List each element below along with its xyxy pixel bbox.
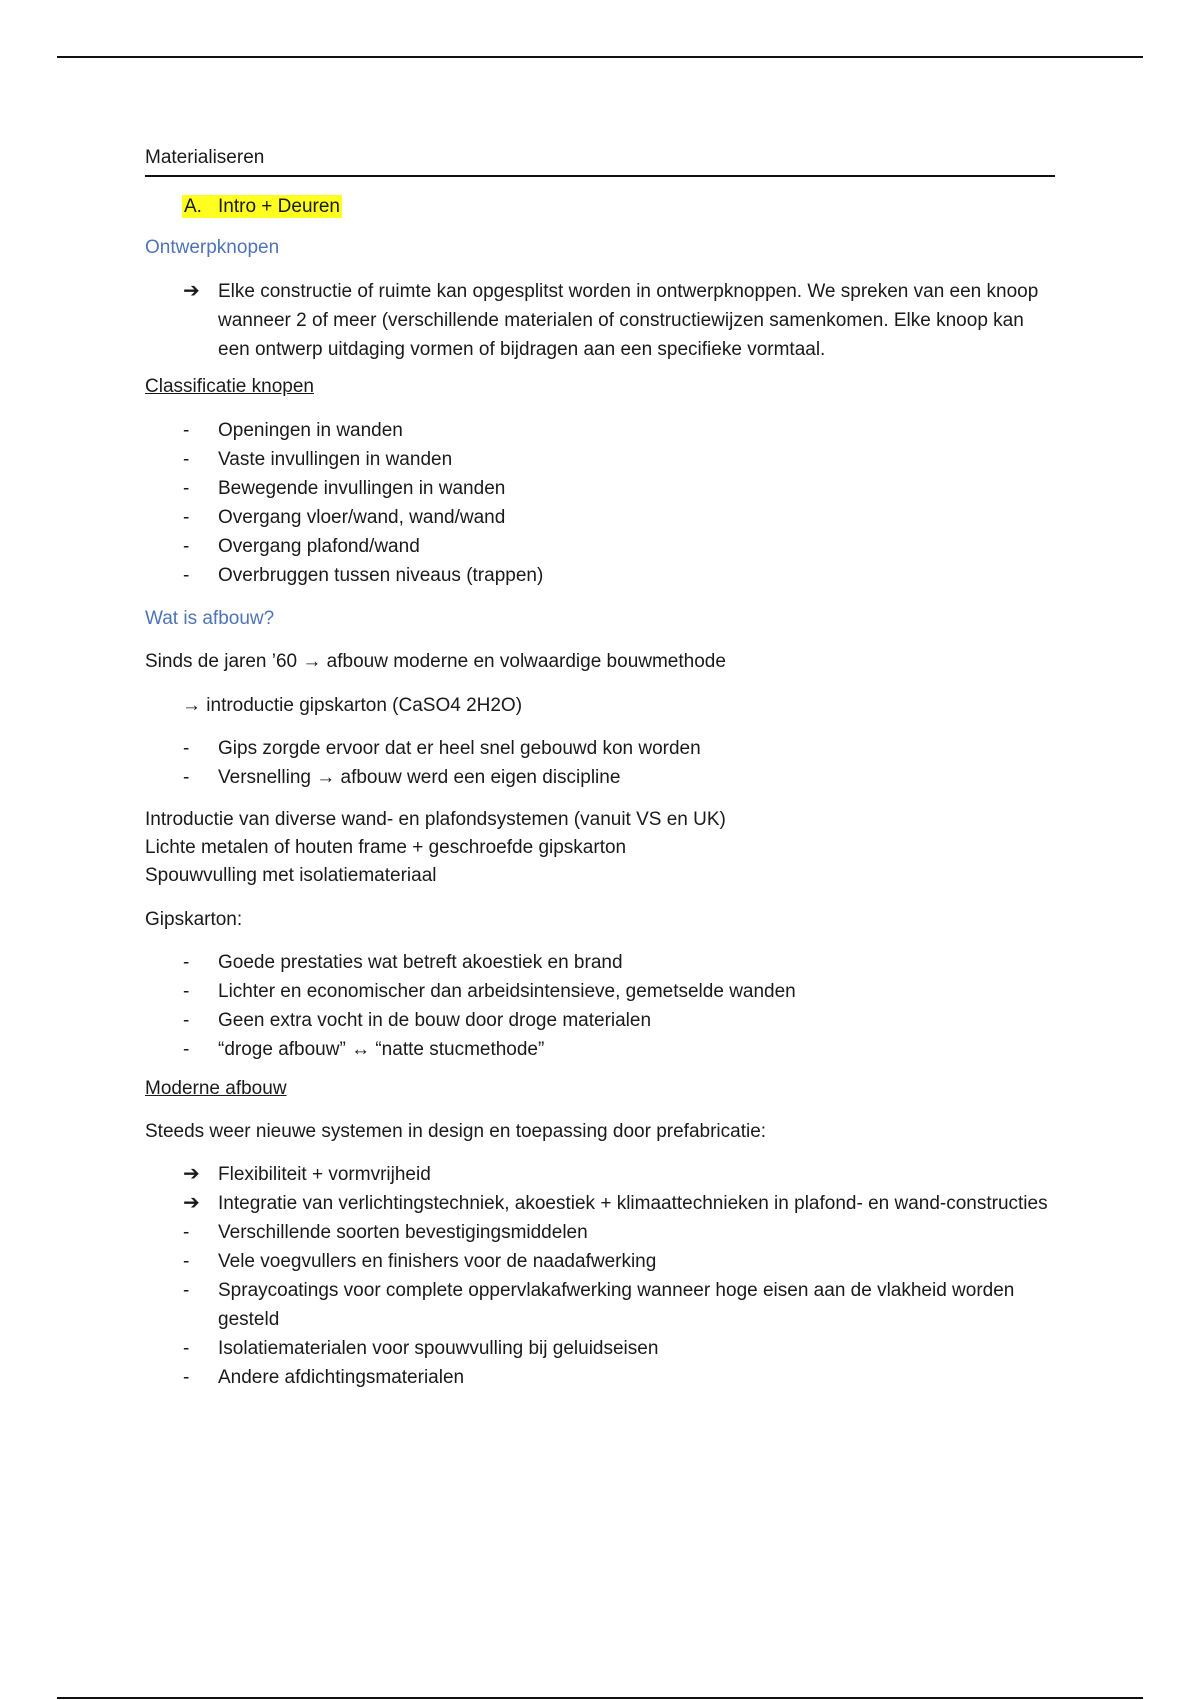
list-item: - Geen extra vocht in de bouw door droge materialen — [145, 1006, 1055, 1035]
list-item: - Bewegende invullingen in wanden — [145, 474, 1055, 503]
ontwerpknopen-paragraph — [145, 277, 1055, 364]
section-heading — [182, 193, 1055, 221]
afbouw-arrow-line: → introductie gipskarton (CaSO4 2H2O) — [182, 695, 523, 716]
section-number: A. — [184, 196, 202, 217]
document-title: Materialiseren — [145, 145, 1055, 177]
heading-classificatie: Classificatie knopen — [145, 376, 314, 397]
heading-moderne: Moderne afbouw — [145, 1078, 287, 1099]
section-label: Intro + Deuren — [218, 196, 340, 217]
list-item: - Spraycoatings voor complete oppervlakafwerking wanneer hoge eisen aan de vlakheid worden gesteld — [145, 1276, 1055, 1334]
dash-icon: - — [183, 1338, 190, 1359]
list-item: - Overgang plafond/wand — [145, 532, 1055, 561]
list-item: - Overbruggen tussen niveaus (trappen) — [145, 561, 1055, 590]
dash-icon: - — [183, 1251, 190, 1272]
list-item: - Lichter en economischer dan arbeidsintensieve, gemetselde wanden — [145, 977, 1055, 1006]
dash-icon: - — [183, 981, 190, 1002]
page-bottom-rule — [57, 1697, 1143, 1699]
dash-icon: - — [183, 536, 190, 557]
dash-icon: - — [183, 1039, 190, 1060]
text-line: Lichte metalen of houten frame + geschroefde gipskarton — [145, 837, 627, 858]
list-item: - Overgang vloer/wand, wand/wand — [145, 503, 1055, 532]
page-top-rule — [57, 56, 1143, 58]
arrow-icon: ➔ — [183, 1163, 200, 1185]
dash-icon: - — [183, 952, 190, 973]
dash-icon: - — [183, 1367, 190, 1388]
text-line: Introductie van diverse wand- en plafondsystemen (vanuit VS en UK) — [145, 809, 726, 830]
dash-icon: - — [183, 738, 190, 759]
ontwerpknopen-text: Elke constructie of ruimte kan opgesplitst worden in ontwerpknoppen. We spreken van een knoop wanneer 2 of meer (verschillende materialen of constructiewijzen samenkomen. Elke knoop kan een ontwerp uitdaging vormen of bijdragen aan een specifieke vormtaal. — [218, 281, 1039, 360]
list-item: - Versnelling → afbouw werd een eigen discipline — [145, 763, 1055, 792]
moderne-arrow-list — [145, 1160, 1055, 1218]
gipskarton-list — [145, 948, 1055, 1064]
arrow-icon: ➔ — [183, 1192, 200, 1214]
list-item: - Andere afdichtingsmaterialen — [145, 1363, 1055, 1392]
list-item: - Openingen in wanden — [145, 416, 1055, 445]
list-item: - Verschillende soorten bevestigingsmiddelen — [145, 1218, 1055, 1247]
list-item: ➔ Integratie van verlichtingstechniek, akoestiek + klimaattechnieken in plafond- en wand-constructies — [145, 1189, 1055, 1218]
list-item: - Isolatiematerialen voor spouwvulling bij geluidseisen — [145, 1334, 1055, 1363]
text-line: Spouwvulling met isolatiemateriaal — [145, 865, 437, 886]
gipskarton-label: Gipskarton: — [145, 909, 243, 930]
moderne-list — [145, 1218, 1055, 1392]
dash-icon: - — [183, 1010, 190, 1031]
moderne-intro: Steeds weer nieuwe systemen in design en toepassing door prefabricatie: — [145, 1121, 767, 1142]
document-body — [145, 145, 1055, 1392]
arrow-icon: ➔ — [183, 280, 200, 302]
dash-icon: - — [183, 449, 190, 470]
dash-icon: - — [183, 1280, 190, 1301]
heading-afbouw: Wat is afbouw? — [145, 608, 275, 629]
dash-icon: - — [183, 478, 190, 499]
dash-icon: - — [183, 420, 190, 441]
classificatie-list — [145, 416, 1055, 590]
dash-icon: - — [183, 507, 190, 528]
dash-icon: - — [183, 767, 190, 788]
list-item: - “droge afbouw” ↔ “natte stucmethode” — [145, 1035, 1055, 1064]
list-item: - Vele voegvullers en finishers voor de naadafwerking — [145, 1247, 1055, 1276]
dash-icon: - — [183, 1222, 190, 1243]
list-item: - Goede prestaties wat betreft akoestiek en brand — [145, 948, 1055, 977]
list-item: - Vaste invullingen in wanden — [145, 445, 1055, 474]
afbouw-lines — [145, 806, 1055, 890]
heading-ontwerpknopen: Ontwerpknopen — [145, 237, 280, 258]
list-item: - Gips zorgde ervoor dat er heel snel gebouwd kon worden — [145, 734, 1055, 763]
list-item: ➔ Flexibiliteit + vormvrijheid — [145, 1160, 1055, 1189]
afbouw-list — [145, 734, 1055, 792]
afbouw-intro: Sinds de jaren ’60 → afbouw moderne en volwaardige bouwmethode — [145, 651, 726, 672]
dash-icon: - — [183, 565, 190, 586]
highlighted-heading — [182, 195, 342, 218]
